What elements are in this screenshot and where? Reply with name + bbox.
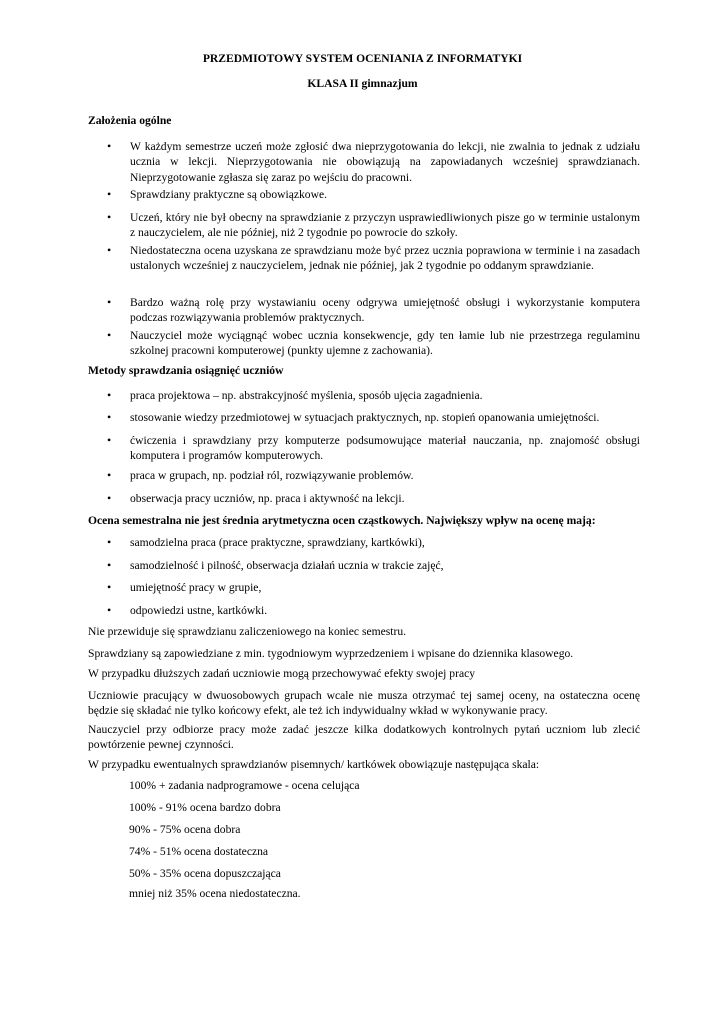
bullet-icon: • (107, 388, 112, 402)
document-subtitle: KLASA II gimnazjum (307, 77, 418, 90)
section-heading-semester-grade: Ocena semestralna nie jest średnia arytmetyczna ocen cząstkowych. Największy wpływ na ocenę mają: (88, 514, 596, 527)
section-heading-general: Założenia ogólne (88, 114, 172, 127)
list-item: Nauczyciel może wyciągnąć wobec ucznia konsekwencje, gdy ten łamie lub nie przestrzega regulaminu szkolnej pracowni komputerowej (punkty ujemne z zachowania). (130, 329, 640, 358)
grading-scale-row: mniej niż 35% ocena niedostateczna. (129, 887, 301, 900)
bullet-icon: • (107, 468, 112, 482)
grading-scale-row: 74% - 51% ocena dostateczna (129, 845, 269, 858)
list-item: samodzielna praca (prace praktyczne, sprawdziany, kartkówki), (130, 536, 425, 549)
bullet-icon: • (107, 491, 112, 505)
list-item: Sprawdziany praktyczne są obowiązkowe. (130, 188, 328, 201)
paragraph: W przypadku dłuższych zadań uczniowie mogą przechowywać efekty swojej pracy (88, 667, 476, 680)
list-item: obserwacja pracy uczniów, np. praca i aktywność na lekcji. (130, 492, 405, 505)
paragraph: Nauczyciel przy odbiorze pracy może zadać jeszcze kilka dodatkowych kontrolnych pytań uczniom lub zlecić powtórzenie pewnej czynności. (88, 723, 640, 752)
list-item: umiejętność pracy w grupie, (130, 581, 262, 594)
bullet-icon: • (107, 139, 112, 153)
grading-scale-row: 100% - 91% ocena bardzo dobra (129, 801, 281, 814)
list-item: stosowanie wiedzy przedmiotowej w sytuacjach praktycznych, np. stopień opanowania umiejętności. (130, 411, 600, 424)
list-item: W każdym semestrze uczeń może zgłosić dwa nieprzygotowania do lekcji, nie zwalnia to jednak z udziału ucznia w lekcji. Nieprzygotowania nie obowiązują na zapowiadanych wcześniej sprawdzianach. Nieprzygotowanie zgłasza się zaraz po wejściu do pracowni. (130, 140, 640, 184)
list-item: Bardzo ważną rolę przy wystawianiu oceny odgrywa umiejętność obsługi i wykorzystanie komputera podczas rozwiązywania problemów praktycznych. (130, 296, 640, 325)
list-item: praca w grupach, np. podział ról, rozwiązywanie problemów. (130, 469, 414, 482)
bullet-icon: • (107, 410, 112, 424)
list-item: samodzielność i pilność, obserwacja działań ucznia w trakcie zajęć, (130, 559, 444, 572)
list-item: Niedostateczna ocena uzyskana ze sprawdzianu może być przez ucznia poprawiona w terminie i na zasadach ustalonych wcześniej z nauczycielem, jednak nie później, jak 2 tygodnie po oddanym sprawdzianie. (130, 244, 640, 273)
bullet-icon: • (107, 243, 112, 257)
list-item: ćwiczenia i sprawdziany przy komputerze podsumowujące materiał nauczania, np. znajomość obsługi komputera i programów komputerowych. (130, 434, 640, 463)
paragraph: W przypadku ewentualnych sprawdzianów pisemnych/ kartkówek obowiązuje następująca skala: (88, 758, 540, 771)
bullet-icon: • (107, 210, 112, 224)
paragraph: Uczniowie pracujący w dwuosobowych grupach wcale nie musza otrzymać tej samej oceny, na ostateczna ocenę będzie się składać nie tylko końcowy efekt, ale też ich indywidualny wkład w wykonywanie pracy. (88, 689, 640, 718)
grading-scale-row: 100% + zadania nadprogramowe - ocena celująca (129, 779, 360, 792)
document-title: PRZEDMIOTOWY SYSTEM OCENIANIA Z INFORMATYKI (202, 52, 523, 65)
bullet-icon: • (107, 187, 112, 201)
bullet-icon: • (107, 603, 112, 617)
grading-scale-row: 90% - 75% ocena dobra (129, 823, 241, 836)
bullet-icon: • (107, 580, 112, 594)
bullet-icon: • (107, 535, 112, 549)
bullet-icon: • (107, 558, 112, 572)
list-item: odpowiedzi ustne, kartkówki. (130, 604, 268, 617)
bullet-icon: • (107, 295, 112, 309)
bullet-icon: • (107, 328, 112, 342)
paragraph: Nie przewiduje się sprawdzianu zaliczeniowego na koniec semestru. (88, 625, 407, 638)
paragraph: Sprawdziany są zapowiedziane z min. tygodniowym wyprzedzeniem i wpisane do dziennika klasowego. (88, 647, 574, 660)
list-item: praca projektowa – np. abstrakcyjność myślenia, sposób ujęcia zagadnienia. (130, 389, 483, 402)
grading-scale-row: 50% - 35% ocena dopuszczająca (129, 867, 281, 880)
list-item: Uczeń, który nie był obecny na sprawdzianie z przyczyn usprawiedliwionych pisze go w terminie ustalonym z nauczycielem, ale nie później, niż 2 tygodnie po powrocie do szkoły. (130, 211, 640, 240)
bullet-icon: • (107, 433, 112, 447)
section-heading-methods: Metody sprawdzania osiągnięć uczniów (88, 364, 284, 377)
